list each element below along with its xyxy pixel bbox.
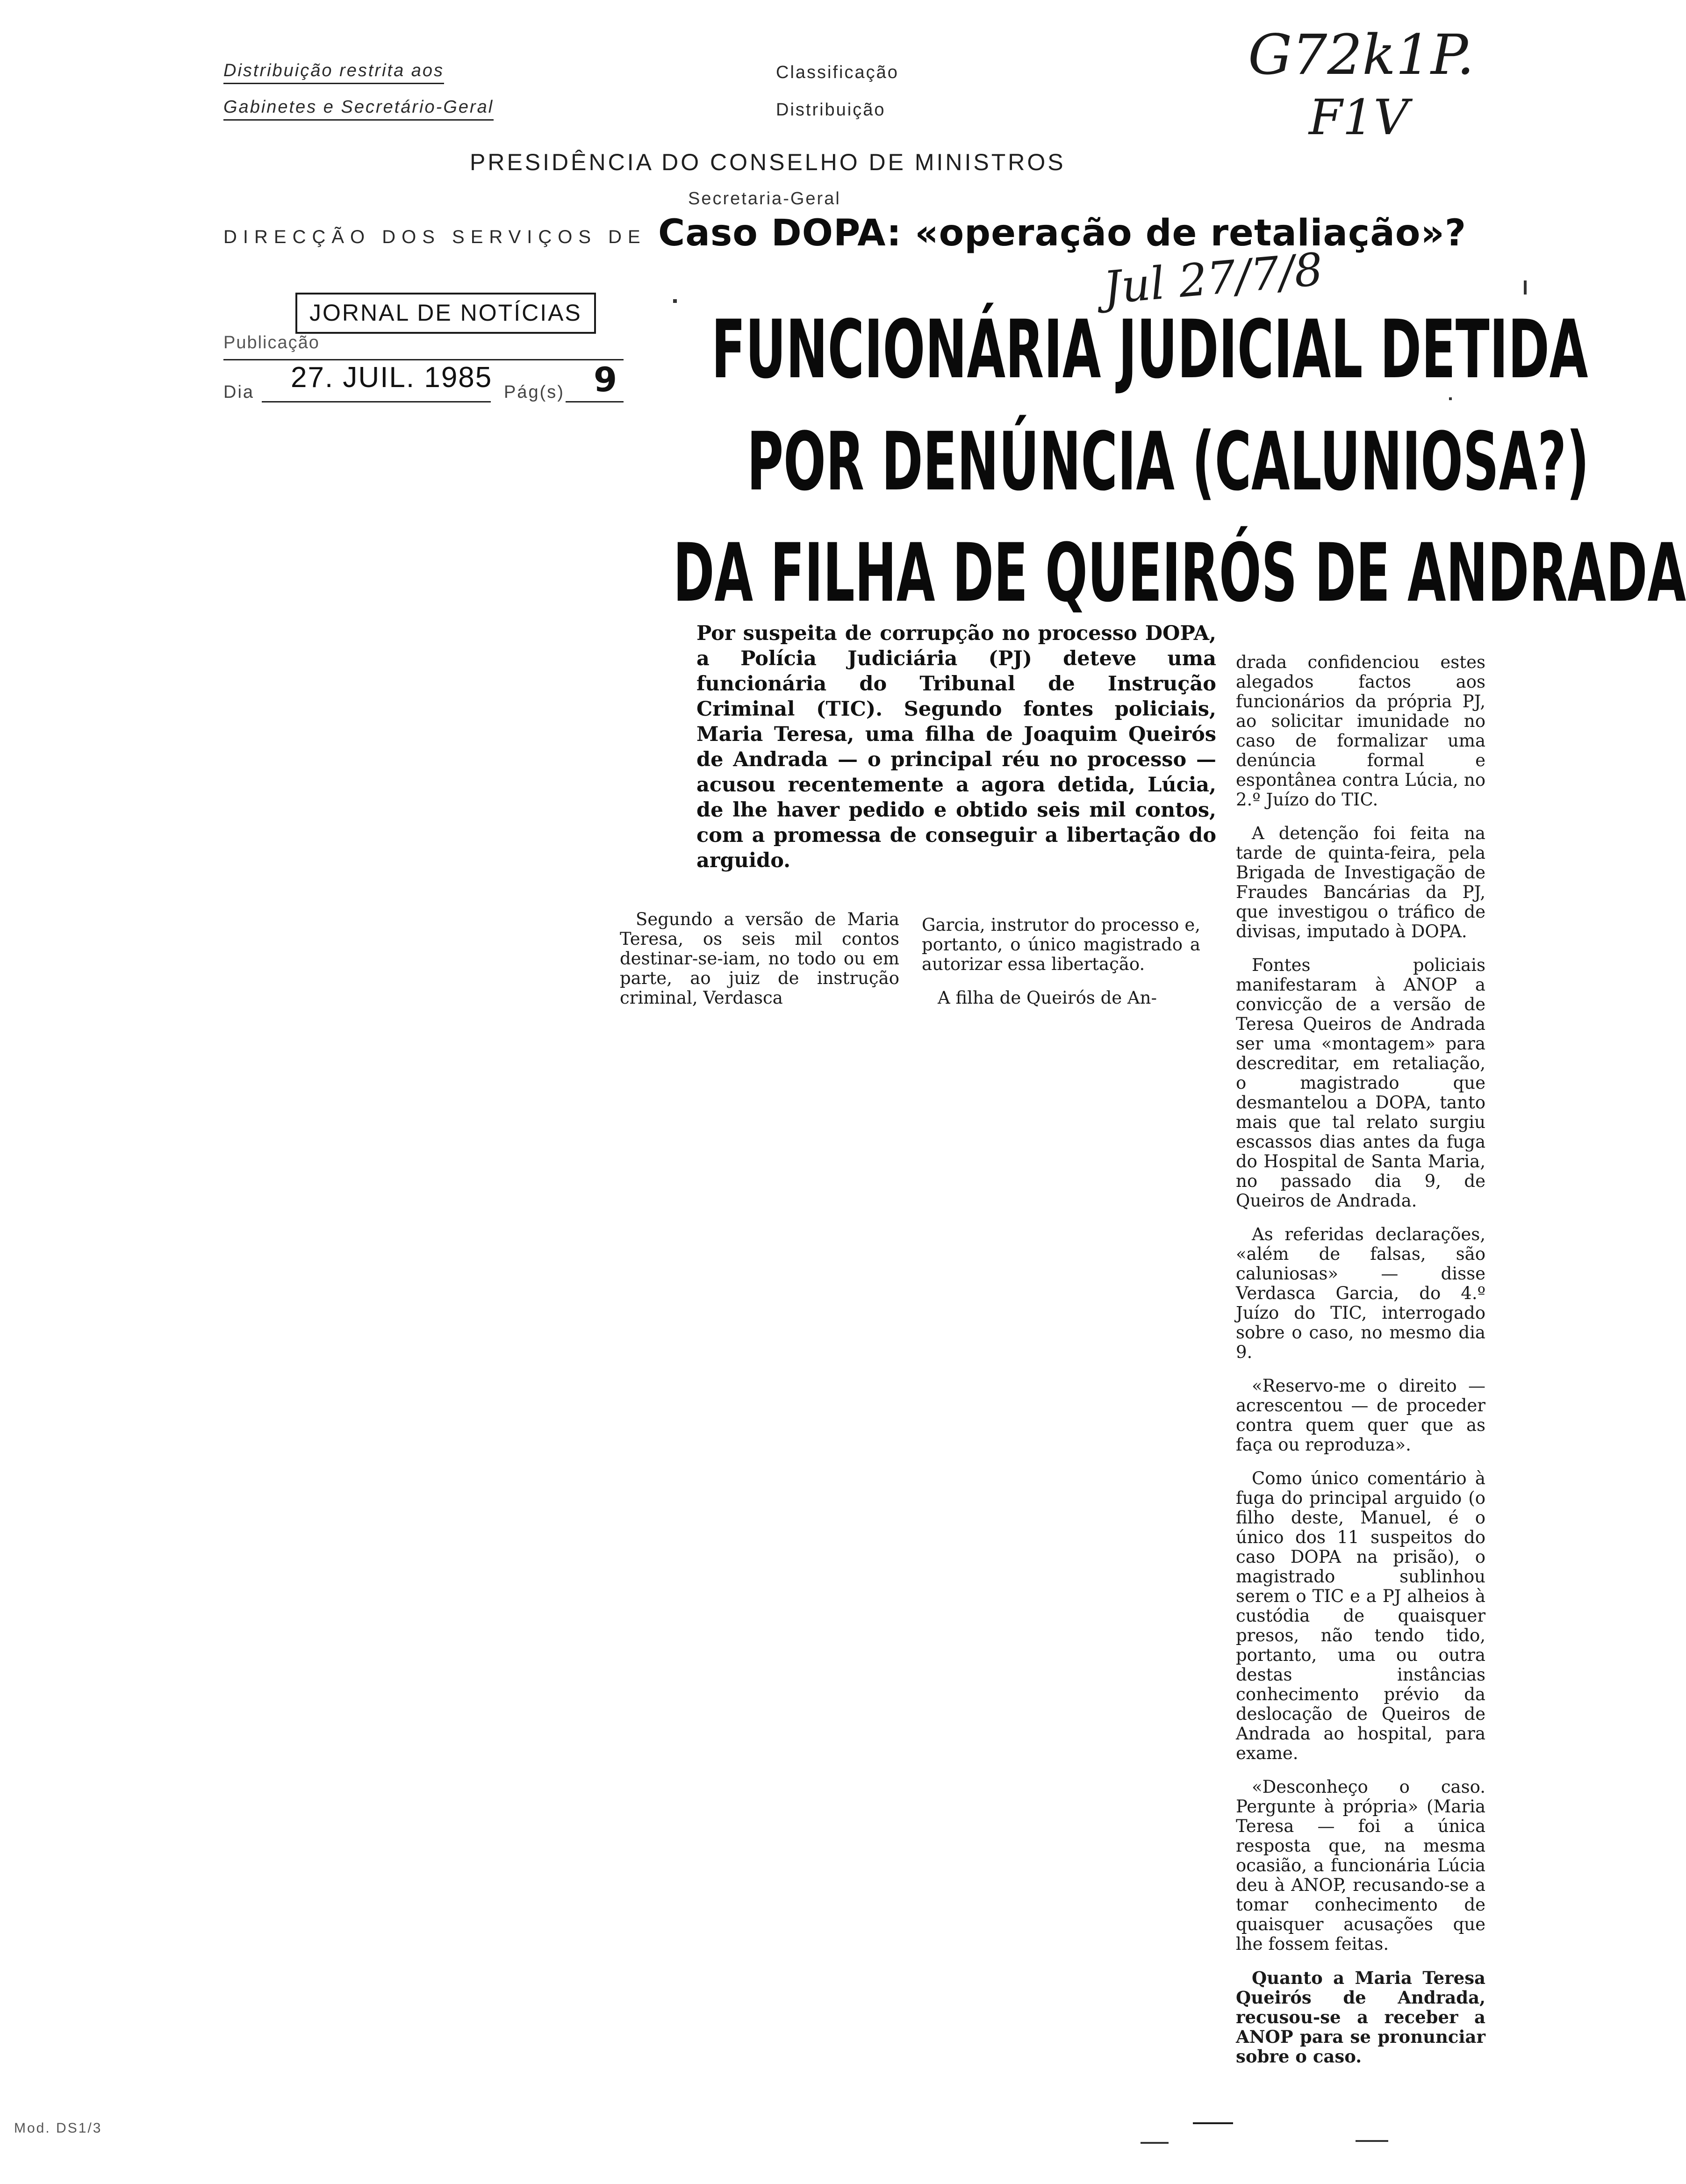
secretaria-geral: Secretaria-Geral [688, 189, 841, 208]
article-kicker: Caso DOPA: «operação de retaliação»? [658, 212, 1467, 254]
classificacao-label: Classificação [776, 63, 899, 82]
publicacao-rule [223, 359, 624, 360]
copy-speck [1524, 280, 1527, 295]
article-column-3 [1236, 653, 1485, 2066]
column-1-paragraph: Segundo a versão de Maria Teresa, os seis mil contos destinar-se-iam, no todo ou em parte, ao juiz de instrução criminal, Verdasca [620, 909, 899, 1008]
article-lead: Por suspeita de corrupção no processo DOPA, a Polícia Judiciária (PJ) deteve uma funcionária do Tribunal de Instrução Criminal (TIC). Segundo fontes policiais, Maria Teresa, uma filha de Joaquim Queirós de Andrada — o principal réu no processo — acusou recentemente a agora detida, Lúcia, de lhe haver pedido e obtido seis mil contos, com a promessa de conseguir a libertação do arguido. [696, 622, 1216, 872]
handwritten-initials: F1V [1309, 89, 1409, 146]
direccao-servicos: DIRECÇÃO DOS SERVIÇOS DE [223, 227, 646, 247]
publicacao-label: Publicação [223, 333, 320, 352]
form-code: Mod. DS1/3 [14, 2120, 102, 2136]
column-3-paragraph: Fontes policiais manifestaram à ANOP a convicção de a versão de Teresa Queiros de Andrada ser uma «montagem» para descreditar, em retaliação, o magistrado que desmantelou a DOPA, tanto mais que tal relato surgiu escassos dias antes da fuga do Hospital de Santa Maria, no passado dia 9, de Queiros de Andrada. [1236, 955, 1485, 1211]
column-3-paragraph: A detenção foi feita na tarde de quinta-feira, pela Brigada de Investigação de Fraudes Bancárias da PJ, que investigou o tráfico de divisas, imputado à DOPA. [1236, 823, 1485, 941]
clipping-date: 27. JUIL. 1985 [291, 361, 493, 394]
clipping-page: 9 [594, 360, 617, 399]
distribution-line-1: Distribuição restrita aos [223, 61, 444, 84]
handwritten-date: Jul 27/7/8 [1101, 243, 1325, 315]
copy-speck [1449, 397, 1452, 400]
headline-line-2: POR DENÚNCIA (CALUNIOSA?) [747, 415, 1589, 509]
handwritten-reference: G72k1P. [1248, 22, 1474, 87]
column-2-paragraph: A filha de Queirós de An- [938, 988, 1157, 1008]
headline-line-3: DA FILHA DE QUEIRÓS DE ANDRADA [673, 526, 1686, 620]
pag-label: Pág(s) [504, 382, 565, 402]
column-3-paragraph: «Reservo-me o direito — acrescentou — de proceder contra quem quer que as faça ou reproduza». [1236, 1376, 1485, 1455]
pag-rule [566, 401, 624, 402]
article-column-1 [620, 910, 899, 1008]
column-3-paragraph: As referidas declarações, «além de falsas, são caluniosas» — disse Verdasca Garcia, do 4.º Juízo do TIC, interrogado sobre o caso, no mesmo dia 9. [1236, 1224, 1485, 1362]
source-stamp: JORNAL DE NOTÍCIAS [295, 293, 596, 334]
dia-rule [262, 401, 491, 402]
distribuicao-label: Distribuição [776, 100, 886, 120]
presidency-heading: PRESIDÊNCIA DO CONSELHO DE MINISTROS [470, 149, 1066, 175]
dia-label: Dia [223, 382, 255, 402]
column-2-paragraph: Garcia, instrutor do processo e, portanto, o único magistrado a autorizar essa libertação. [922, 915, 1200, 974]
column-3-paragraph: Quanto a Maria Teresa Queirós de Andrada, recusou-se a receber a ANOP para se pronunciar sobre o caso. [1236, 1968, 1485, 2067]
copy-speck [673, 299, 677, 303]
article-end-rule [1193, 2122, 1233, 2124]
copy-speck [1141, 2142, 1169, 2144]
distribution-line-2: Gabinetes e Secretário-Geral [223, 97, 494, 121]
article-column-2 [922, 915, 1200, 1008]
copy-speck [1356, 2140, 1388, 2142]
column-3-paragraph: Como único comentário à fuga do principal arguido (o filho deste, Manuel, é o único dos 11 suspeitos do caso DOPA na prisão), o magistrado sublinhou serem o TIC e a PJ alheios à custódia de quaisquer presos, não tendo tido, portanto, uma ou outra destas instâncias conhecimento prévio da deslocação de Queiros de Andrada ao hospital, para exame. [1236, 1468, 1485, 1763]
column-3-paragraph: «Desconheço o caso. Pergunte à própria» (Maria Teresa — foi a única resposta que, na mesma ocasião, a funcionária Lúcia deu à ANOP, recusando-se a tomar conhecimento de quaisquer acusações que lhe fossem feitas. [1236, 1777, 1485, 1954]
column-3-paragraph: drada confidenciou estes alegados factos aos funcionários da própria PJ, ao solicitar imunidade no caso de formalizar uma denúncia formal e espontânea contra Lúcia, no 2.º Juízo do TIC. [1236, 652, 1485, 810]
headline-line-1: FUNCIONÁRIA JUDICIAL DETIDA [711, 302, 1588, 396]
